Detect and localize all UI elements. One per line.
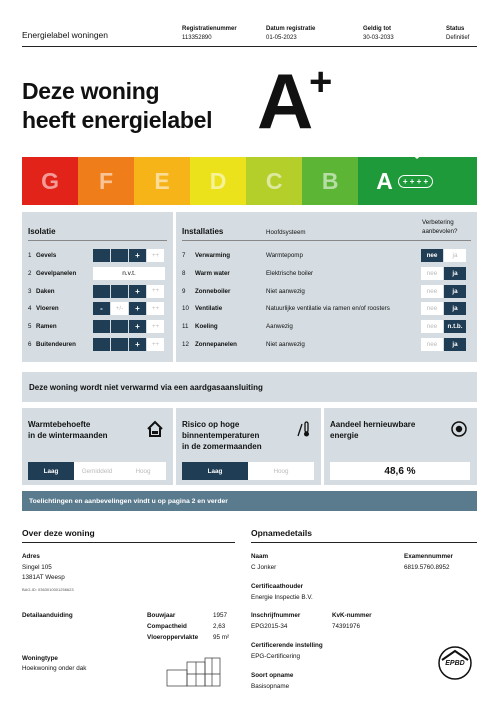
row-label: Ramen (36, 323, 57, 331)
row-label: Vloeren (36, 305, 59, 313)
woning-title: Over deze woning (22, 528, 95, 538)
registration-number: Registratienummer 113352890 (182, 26, 237, 41)
inspector-name: C Jonker (251, 564, 277, 571)
installatie-row: 11 Koeling (182, 323, 218, 331)
inschrijfnummer: EPG2015-34 (251, 623, 288, 630)
option-nee: nee (421, 249, 443, 262)
isolatie-row (28, 249, 56, 262)
installatie-row: 7 Verwarming (182, 252, 231, 259)
kvk-nummer: 74391976 (332, 623, 361, 630)
rating-plusplus: ++ (147, 302, 164, 315)
row-number: 1 (28, 252, 32, 259)
isolatie-row (28, 320, 57, 333)
header-divider (22, 46, 477, 47)
warmtebehoefte-card: Warmtebehoefte in de wintermaanden Laag Gemiddeld Hoog (22, 408, 173, 485)
info-strip: Toelichtingen en aanbevelingen vindt u op pagina 2 en verder (22, 491, 477, 511)
scale-g: G (22, 157, 78, 205)
address-postcode: 1381AT Weesp (22, 574, 65, 581)
row-label: Gevels (36, 252, 57, 259)
hernieuwbaar-card: Aandeel hernieuwbare energie 48,6 % (324, 408, 477, 485)
rating-filled (111, 338, 128, 351)
hero-label-plus: + (309, 60, 333, 104)
installatie-row: 12 Zonnepanelen (182, 341, 237, 348)
rating-filled (111, 249, 128, 262)
nvt-cell: n.v.t. (93, 267, 165, 280)
isolatie-title: Isolatie (28, 227, 56, 236)
compactheid: 2,63 (213, 623, 226, 630)
opname-title: Opnamedetails (251, 528, 312, 538)
verbetering-toggle (421, 302, 466, 315)
status: Status Definitief (446, 26, 470, 41)
option-ja: ja (444, 285, 466, 298)
renewable-share: 48,6 % (330, 462, 470, 480)
scale-c: C (246, 157, 302, 205)
option-ja: n.t.b. (444, 320, 466, 333)
bag-id: BAG-ID: 0363010001256623 (22, 587, 74, 592)
scale-b: B (302, 157, 358, 205)
risico-card: Risico op hoge binnentemperaturen in de zomermaanden Laag Hoog (176, 408, 321, 485)
rating-plusplus: ++ (147, 338, 164, 351)
rating-plus: + (129, 249, 146, 262)
house-type-icon (165, 656, 222, 688)
rating-filled (93, 285, 110, 298)
row-number: 5 (28, 323, 32, 331)
option-nee: nee (421, 267, 443, 280)
risico-hoog: Hoog (248, 462, 314, 480)
verbetering-toggle (421, 320, 466, 333)
hoofdsysteem-value: Elektrische boiler (266, 269, 314, 277)
hoofdsysteem-value: Natuurlijke ventilatie via ramen en/of roosters (266, 305, 390, 313)
rating-plusplus: ++ (147, 285, 164, 298)
scale-d: D (190, 157, 246, 205)
row-label: Buitendeuren (36, 341, 76, 348)
house-icon (146, 420, 164, 438)
rating-plus: + (129, 285, 146, 298)
certificaathouder: Energie Inspectie B.V. (251, 594, 313, 601)
hoofdsysteem-value: Niet aanwezig (266, 341, 305, 348)
row-label: Gevelpanelen (36, 269, 77, 277)
option-nee: nee (421, 320, 443, 333)
rating-cells (93, 338, 164, 351)
rating-filled (93, 320, 110, 333)
hoofdsysteem-value: Warmtepomp (266, 252, 303, 259)
document-title: Energielabel woningen (22, 30, 109, 40)
scale-f: F (78, 157, 134, 205)
isolatie-row (28, 302, 59, 315)
verbetering-toggle (421, 249, 466, 262)
verbetering-toggle (421, 338, 466, 351)
warmte-hoog: Hoog (120, 462, 166, 480)
rating-plusminus: +/- (111, 302, 128, 315)
rating-filled (93, 249, 110, 262)
soort-opname: Basisopname (251, 683, 290, 690)
hoofdsysteem-value: Niet aanwezig (266, 287, 305, 295)
rating-filled (111, 320, 128, 333)
rating-filled (93, 338, 110, 351)
row-number: 3 (28, 287, 32, 295)
scale-marker (410, 153, 424, 159)
risico-laag: Laag (182, 462, 248, 480)
bouwjaar: 1957 (213, 612, 228, 619)
rating-plusplus: ++ (147, 249, 164, 262)
renewable-energy-icon (450, 420, 468, 438)
option-nee: nee (421, 302, 443, 315)
option-ja: ja (444, 249, 466, 262)
row-number: 6 (28, 341, 32, 348)
rating-plus: + (129, 302, 146, 315)
rating-cells (93, 249, 164, 262)
row-number: 4 (28, 305, 32, 313)
valid-until: Geldig tot 30-03-2033 (363, 26, 394, 41)
hoofdsysteem-value: Aanwezig (266, 323, 293, 331)
option-ja: ja (444, 302, 466, 315)
plus-indicator: + + + + (398, 175, 433, 188)
rating-plusplus: ++ (147, 320, 164, 333)
installatie-row: 10 Ventilatie (182, 305, 223, 313)
installatie-row: 9 Zonneboiler (182, 287, 231, 295)
rating-cells (93, 302, 164, 315)
option-nee: nee (421, 285, 443, 298)
registration-date: Datum registratie 01-05-2023 (266, 26, 316, 41)
option-ja: ja (444, 338, 466, 351)
certificerende-instelling: EPG-Certificering (251, 653, 300, 660)
gas-notice: Deze woning wordt niet verwarmd via een aardgasaansluiting (22, 372, 477, 402)
scale-e: E (134, 157, 190, 205)
verbetering-header: Verbetering aanbevolen? (422, 219, 458, 235)
row-number: 2 (28, 269, 32, 277)
address-street: Singel 105 (22, 564, 52, 571)
row-label: Daken (36, 287, 55, 295)
energy-scale (22, 157, 477, 205)
hero-label-letter: A (257, 57, 314, 145)
rating-cells (93, 285, 164, 298)
thermometer-icon (296, 420, 314, 438)
rating-minus: - (93, 302, 110, 315)
option-nee: nee (421, 338, 443, 351)
rating-plus: + (129, 338, 146, 351)
warmte-gemiddeld: Gemiddeld (74, 462, 120, 480)
verbetering-toggle (421, 285, 466, 298)
woningtype: Hoekwoning onder dak (22, 665, 87, 672)
installatie-row: 8 Warm water (182, 269, 230, 277)
examennummer: 6819.5760.8952 (404, 564, 450, 571)
isolatie-row (28, 338, 76, 351)
vloeroppervlakte: 95 m² (213, 634, 230, 641)
option-ja: ja (444, 267, 466, 280)
hero-heading: Deze woning heeft energielabel (22, 78, 213, 133)
rating-plus: + (129, 320, 146, 333)
verbetering-toggle (421, 267, 466, 280)
rating-cells (93, 320, 164, 333)
epbd-logo: EPBD (438, 646, 472, 680)
isolatie-row (28, 267, 76, 280)
hoofdsysteem-header: Hoofdsysteem (266, 229, 306, 236)
rating-filled (111, 285, 128, 298)
scale-a-active: A + + + + (358, 157, 477, 205)
isolatie-row (28, 285, 55, 298)
warmte-laag: Laag (28, 462, 74, 480)
installaties-title: Installaties (182, 227, 224, 236)
